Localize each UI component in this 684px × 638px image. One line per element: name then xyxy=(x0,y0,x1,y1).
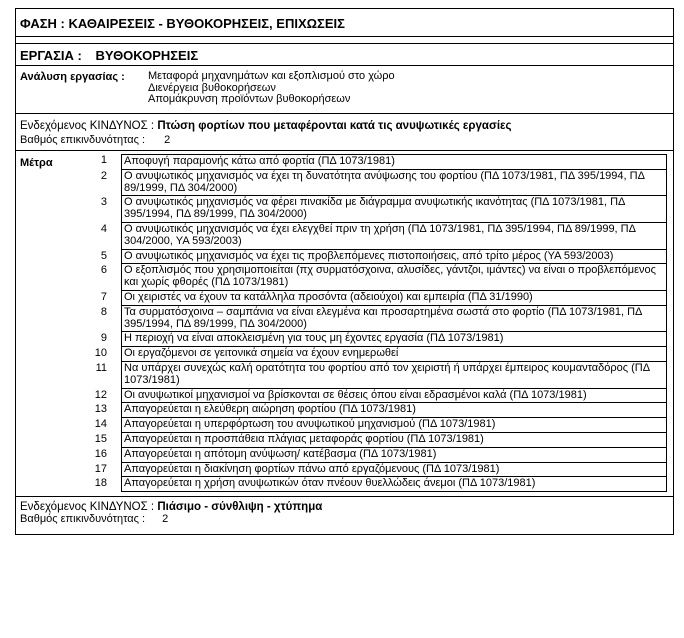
measure-number: 8 xyxy=(100,305,107,318)
measure-number: 18 xyxy=(94,477,107,490)
danger-score: 2 xyxy=(162,513,169,526)
measure-number: 13 xyxy=(94,403,107,416)
measure-text: Οι εργαζόμενοι σε γειτονικά σημεία να έχουν ενημερωθεί xyxy=(121,347,667,362)
measure-text: Τα συρματόσχοινα – σαμπάνια να είναι ελεγμένα και προσαρτημένα σωστά στο φορτίο (ΠΔ 1073/1981, ΠΔ 395/1994, ΠΔ 89/1999, ΠΔ 304/2000) xyxy=(121,306,667,333)
measure-number: 9 xyxy=(100,332,107,345)
measure-text: Ο ανυψωτικός μηχανισμός να έχει ελεγχθεί πριν τη χρήση (ΠΔ 1073/1981, ΠΔ 395/1994, ΠΔ 89/1999, ΠΔ 304/2000, ΥΑ 593/2003) xyxy=(121,223,667,250)
measure-number: 12 xyxy=(94,388,107,401)
analysis-label: Ανάλυση εργασίας : xyxy=(20,71,125,83)
measure-number: 16 xyxy=(94,447,107,460)
measure-row xyxy=(88,250,673,265)
measure-number: 17 xyxy=(94,462,107,475)
task-value: ΒΥΘΟΚΟΡΗΣΕΙΣ xyxy=(95,48,199,63)
measure-text: Ο ανυψωτικός μηχανισμός να έχει τις προβλεπόμενες πιστοποιήσεις, από τρίτο μέρος (ΥΑ 593/2003) xyxy=(121,250,667,265)
measure-text: Απαγορεύεται η χρήση ανυψωτικών όταν πνέουν θυελλώδεις άνεμοι (ΠΔ 1073/1981) xyxy=(121,477,667,492)
measure-text: Απαγορεύεται η διακίνηση φορτίων πάνω από εργαζόμενους (ΠΔ 1073/1981) xyxy=(121,463,667,478)
measure-text: Απαγορεύεται η ελεύθερη αιώρηση φορτίου (ΠΔ 1073/1981) xyxy=(121,403,667,418)
measures-label: Μέτρα xyxy=(20,157,53,169)
analysis-line: Διενέργεια βυθοκορήσεων xyxy=(148,81,276,94)
measure-text: Ο ανυψωτικός μηχανισμός να έχει τη δυνατότητα ανύψωσης του φορτίου (ΠΔ 1073/1981, ΠΔ 395/1994, ΠΔ 89/1999, ΠΔ 304/2000) xyxy=(121,170,667,197)
spacer-row xyxy=(16,37,673,44)
measure-number: 15 xyxy=(94,432,107,445)
measure-text: Οι χειριστές να έχουν τα κατάλληλα προσόντα (αδειούχοι) και εμπειρία (ΠΔ 31/1990) xyxy=(121,291,667,306)
measure-row xyxy=(88,264,673,291)
measure-number: 10 xyxy=(94,347,107,360)
task-analysis xyxy=(16,66,673,114)
danger-text: Πτώση φορτίων που μεταφέρονται κατά τις ανυψωτικές εργασίες xyxy=(157,120,512,132)
measure-text: Οι ανυψωτικοί μηχανισμοί να βρίσκονται σε θέσεις όπου είναι εδρασμένοι καλά (ΠΔ 1073/1981) xyxy=(121,389,667,404)
analysis-line: Απομάκρυνση προϊόντων βυθοκορήσεων xyxy=(148,93,351,105)
measure-row xyxy=(88,223,673,250)
measure-row xyxy=(88,347,673,362)
measure-text: Ο ανυψωτικός μηχανισμός να φέρει πινακίδα με διάγραμμα ανυψωτικής ικανότητας (ΠΔ 1073/1981, ΠΔ 395/1994, ΠΔ 89/1999, ΠΔ 304/2000) xyxy=(121,196,667,223)
measure-row xyxy=(88,403,673,418)
measure-text: Απαγορεύεται η απότομη ανύψωση/ κατέβασμα (ΠΔ 1073/1981) xyxy=(121,448,667,463)
measure-row xyxy=(88,389,673,404)
danger-score-label: Βαθμός επικινδυνότητας : xyxy=(20,134,146,146)
measures-section xyxy=(16,151,673,497)
measure-number: 5 xyxy=(100,249,107,262)
measure-row xyxy=(88,332,673,347)
danger-label: Ενδεχόμενος ΚΙΝΔΥΝΟΣ : xyxy=(20,501,155,514)
phase-title: ΦΑΣΗ : ΚΑΘΑΙΡΕΣΕΙΣ - ΒΥΘΟΚΟΡΗΣΕΙΣ, ΕΠΙΧΩΣΕΙΣ xyxy=(16,9,673,37)
measure-number: 7 xyxy=(100,290,107,303)
danger-text: Πιάσιμο - σύνθλιψη - χτύπημα xyxy=(157,501,323,514)
measure-row xyxy=(88,477,673,492)
measure-text: Ο εξοπλισμός που χρησιμοποιείται (πχ συρματόσχοινα, αλυσίδες, γάντζοι, ιμάντες) να είναι ο προβλεπόμενος και χωρίς φθορές (ΠΔ 1073/1981) xyxy=(121,264,667,291)
analysis-line: Μεταφορά μηχανημάτων και εξοπλισμού στο χώρο xyxy=(148,70,395,82)
task-label: ΕΡΓΑΣΙΑ : xyxy=(20,48,82,63)
measure-row xyxy=(88,170,673,197)
measure-row xyxy=(88,196,673,223)
task-row xyxy=(16,44,673,66)
measure-number: 3 xyxy=(100,196,107,209)
measure-row xyxy=(88,433,673,448)
measure-text: Αποφυγή παραμονής κάτω από φορτία (ΠΔ 1073/1981) xyxy=(121,154,667,170)
measure-row xyxy=(88,418,673,433)
measure-text: Απαγορεύεται η προσπάθεια πλάγιας μεταφοράς φορτίου (ΠΔ 1073/1981) xyxy=(121,433,667,448)
danger-label: Ενδεχόμενος ΚΙΝΔΥΝΟΣ : xyxy=(20,120,155,132)
danger-score-label: Βαθμός επικινδυνότητας : xyxy=(20,513,146,526)
measure-text: Η περιοχή να είναι αποκλεισμένη για τους μη έχοντες εργασία (ΠΔ 1073/1981) xyxy=(121,332,667,347)
measure-row xyxy=(88,463,673,478)
measure-number: 4 xyxy=(100,222,107,235)
measure-text: Να υπάρχει συνεχώς καλή ορατότητα του φορτίου από τον χειριστή ή υπάρχει έμπειρος κουμανταδόρος (ΠΔ 1073/1981) xyxy=(121,362,667,389)
measure-row xyxy=(88,154,673,170)
measures-list xyxy=(88,154,673,492)
measure-number: 2 xyxy=(100,169,107,182)
danger-section-2 xyxy=(16,497,673,535)
danger-score: 2 xyxy=(164,134,171,146)
measure-text: Απαγορεύεται η υπερφόρτωση του ανυψωτικού μηχανισμού (ΠΔ 1073/1981) xyxy=(121,418,667,433)
risk-assessment-sheet xyxy=(15,8,674,535)
analysis-lines xyxy=(148,71,395,113)
measure-number: 1 xyxy=(100,154,107,166)
measure-number: 11 xyxy=(95,361,107,374)
measure-row xyxy=(88,448,673,463)
measure-row xyxy=(88,291,673,306)
measure-row xyxy=(88,306,673,333)
measure-number: 14 xyxy=(94,418,107,431)
danger-section-1 xyxy=(16,114,673,151)
measure-row xyxy=(88,362,673,389)
measure-number: 6 xyxy=(100,264,107,277)
